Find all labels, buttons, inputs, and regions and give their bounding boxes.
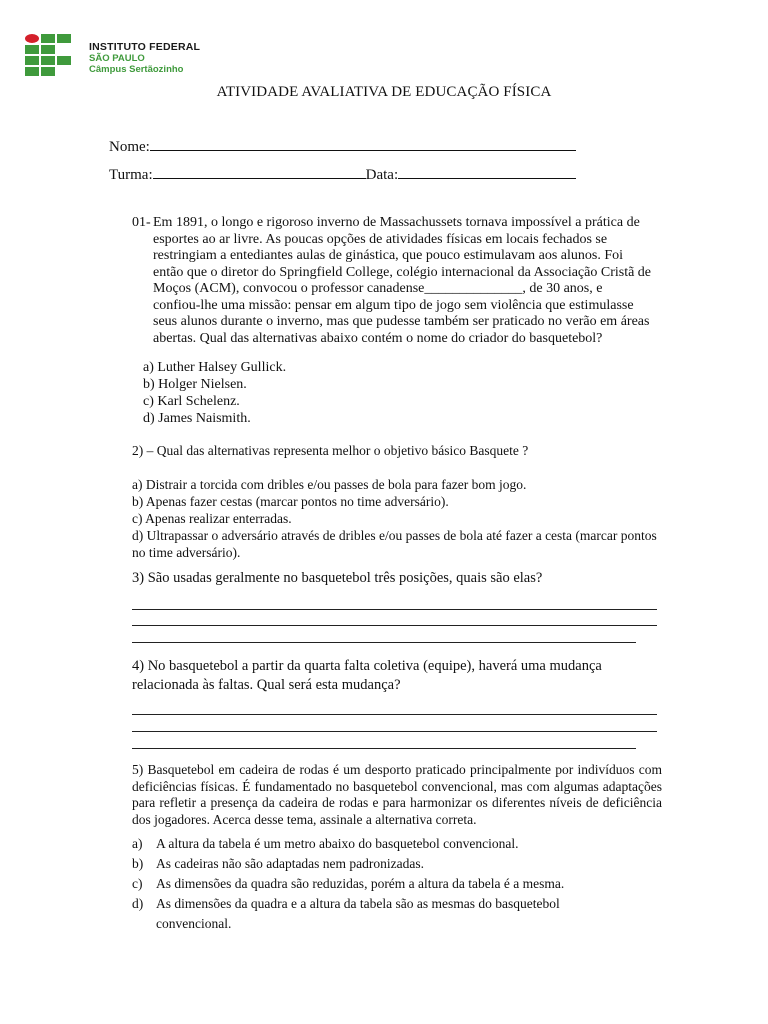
question-2-option-c[interactable]: c) Apenas realizar enterradas.: [132, 511, 292, 526]
answer-line[interactable]: [132, 731, 657, 732]
question-1-options: [143, 359, 652, 427]
question-2-option-b[interactable]: b) Apenas fazer cestas (marcar pontos no time adversário).: [132, 494, 449, 509]
question-5-option-c[interactable]: [132, 874, 662, 894]
question-1-text: Em 1891, o longo e rigoroso inverno de Massachussets tornava impossível a prática de esportes ao ar livre. As poucas opções de atividades físicas em locais fechados se restringiam a entediantes aulas de ginástica, que pouco estimulavam aos alunos. Foi então que o diretor do Springfield College, colégio internacional da Associação Cristã de Moços (ACM), convocou o professor canadense______________, de 30 anos, e confiou-lhe uma missão: pensar em algum tipo de jogo sem violência que estimulasse seus alunos durante o inverno, mas que pudesse também ser praticado no verão em áreas abertas. Qual das alternativas abaixo contém o nome do criador do basquetebol?: [153, 215, 652, 346]
class-label: Turma:: [109, 167, 153, 183]
logo-line2: SÃO PAULO: [89, 53, 145, 64]
question-1-option-d[interactable]: d) James Naismith.: [143, 411, 251, 426]
answer-line[interactable]: [132, 642, 636, 643]
option-text: As cadeiras não são adaptadas nem padronizadas.: [156, 856, 425, 871]
option-letter: a): [132, 836, 143, 851]
question-5-text: 5) Basquetebol em cadeira de rodas é um desporto praticado principalmente por indivíduos com deficiências físicas. É fundamentado no basquetebol convencional, mas com algumas adaptações para refletir a presença da cadeira de rodas e para harmonizar os diferentes níveis de deficiência dos jogadores. Acerca desse tema, assinale a alternativa correta.: [132, 762, 662, 827]
option-text: A altura da tabela é um metro abaixo do basquetebol convencional.: [156, 836, 519, 851]
question-2-options: [132, 476, 662, 561]
question-1-option-b[interactable]: b) Holger Nielsen.: [143, 377, 247, 392]
option-letter: d): [132, 896, 144, 911]
answer-line[interactable]: [132, 625, 657, 626]
option-text: As dimensões da quadra são reduzidas, porém a altura da tabela é a mesma.: [156, 876, 565, 891]
question-5-option-a[interactable]: [132, 834, 662, 854]
name-label: Nome:: [109, 139, 150, 155]
question-4-text: 4) No basquetebol a partir da quarta falta coletiva (equipe), haverá uma mudança relacionada às faltas. Qual será esta mudança?: [132, 658, 602, 693]
logo-text: [89, 42, 200, 75]
date-line[interactable]: [398, 165, 576, 179]
option-text: As dimensões da quadra e a altura da tabela são as mesmas do basquetebol: [156, 896, 560, 911]
question-2-option-d[interactable]: d) Ultrapassar o adversário através de dribles e/ou passes de bola até fazer a cesta (marcar pontos no time adversário).: [132, 528, 657, 560]
question-5-options: [132, 834, 662, 934]
question-1-option-c[interactable]: c) Karl Schelenz.: [143, 394, 240, 409]
question-1: [132, 215, 652, 427]
logo-red-dot: [25, 34, 39, 43]
option-letter: c): [132, 876, 143, 891]
name-line[interactable]: [150, 137, 576, 151]
answer-line[interactable]: [132, 748, 636, 749]
date-label: Data:: [365, 167, 399, 183]
answer-line[interactable]: [132, 714, 657, 715]
class-line[interactable]: [153, 165, 366, 179]
logo-line1: INSTITUTO FEDERAL: [89, 41, 201, 53]
question-1-option-a[interactable]: a) Luther Halsey Gullick.: [143, 360, 287, 375]
question-5-option-d[interactable]: [132, 894, 662, 934]
page-title: ATIVIDADE AVALIATIVA DE EDUCAÇÃO FÍSICA: [216, 84, 552, 100]
name-field[interactable]: [109, 137, 576, 156]
question-5-option-b[interactable]: [132, 854, 662, 874]
answer-line[interactable]: [132, 609, 657, 610]
option-letter: b): [132, 856, 144, 871]
question-3-text: 3) São usadas geralmente no basquetebol três posições, quais são elas?: [132, 570, 543, 586]
class-date-row: [109, 165, 576, 184]
question-1-number: 01-: [132, 215, 151, 230]
option-text-continuation: convencional.: [156, 916, 232, 931]
question-2-text: 2) – Qual das alternativas representa melhor o objetivo básico Basquete ?: [132, 443, 529, 458]
institution-logo: [25, 34, 225, 82]
question-2-option-a[interactable]: a) Distrair a torcida com dribles e/ou passes de bola para fazer bom jogo.: [132, 477, 527, 492]
logo-line3: Câmpus Sertãozinho: [89, 64, 184, 75]
logo-mark-icon: [25, 34, 73, 78]
